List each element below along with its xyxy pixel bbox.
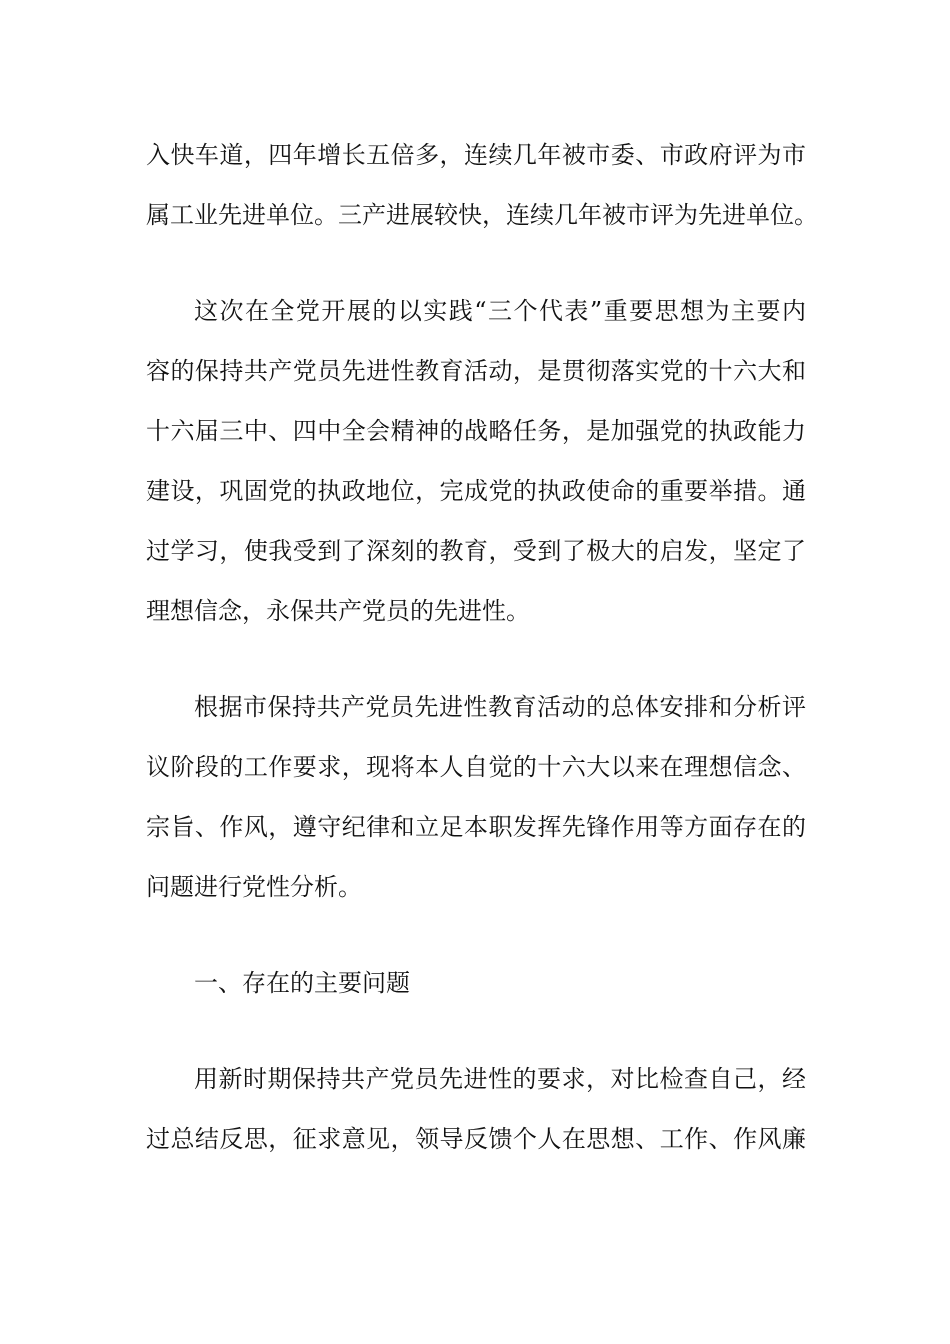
text-line: 过总结反思，征求意见，领导反馈个人在思想、工作、作风廉	[146, 1125, 806, 1153]
paragraph	[146, 281, 806, 641]
text-line: 用新时期保持共产党员先进性的要求，对比检查自己，经	[194, 1065, 806, 1093]
paragraph	[146, 1049, 806, 1169]
text-line: 问题进行党性分析。	[146, 873, 362, 901]
text-line: 议阶段的工作要求，现将本人自觉的十六大以来在理想信念、	[146, 753, 806, 781]
paragraph	[146, 125, 818, 245]
section-heading	[146, 953, 806, 1013]
text-line: 属工业先进单位。三产进展较快，连续几年被市评为先进单位。	[146, 201, 818, 229]
text-line: 一、存在的主要问题	[194, 969, 410, 997]
text-line: 根据市保持共产党员先进性教育活动的总体安排和分析评	[194, 693, 806, 721]
text-line: 过学习，使我受到了深刻的教育，受到了极大的启发，坚定了	[146, 537, 806, 565]
text-line: 宗旨、作风，遵守纪律和立足本职发挥先锋作用等方面存在的	[146, 813, 806, 841]
text-line: 这次在全党开展的以实践“三个代表”重要思想为主要内	[194, 297, 806, 325]
text-line: 十六届三中、四中全会精神的战略任务，是加强党的执政能力	[146, 417, 806, 445]
text-line: 入快车道，四年增长五倍多，连续几年被市委、市政府评为市	[146, 141, 806, 169]
paragraph	[146, 677, 806, 917]
text-line: 建设，巩固党的执政地位，完成党的执政使命的重要举措。通	[146, 477, 806, 505]
text-line: 理想信念，永保共产党员的先进性。	[146, 597, 530, 625]
body-text	[146, 125, 818, 1169]
text-line: 容的保持共产党员先进性教育活动，是贯彻落实党的十六大和	[146, 357, 806, 385]
